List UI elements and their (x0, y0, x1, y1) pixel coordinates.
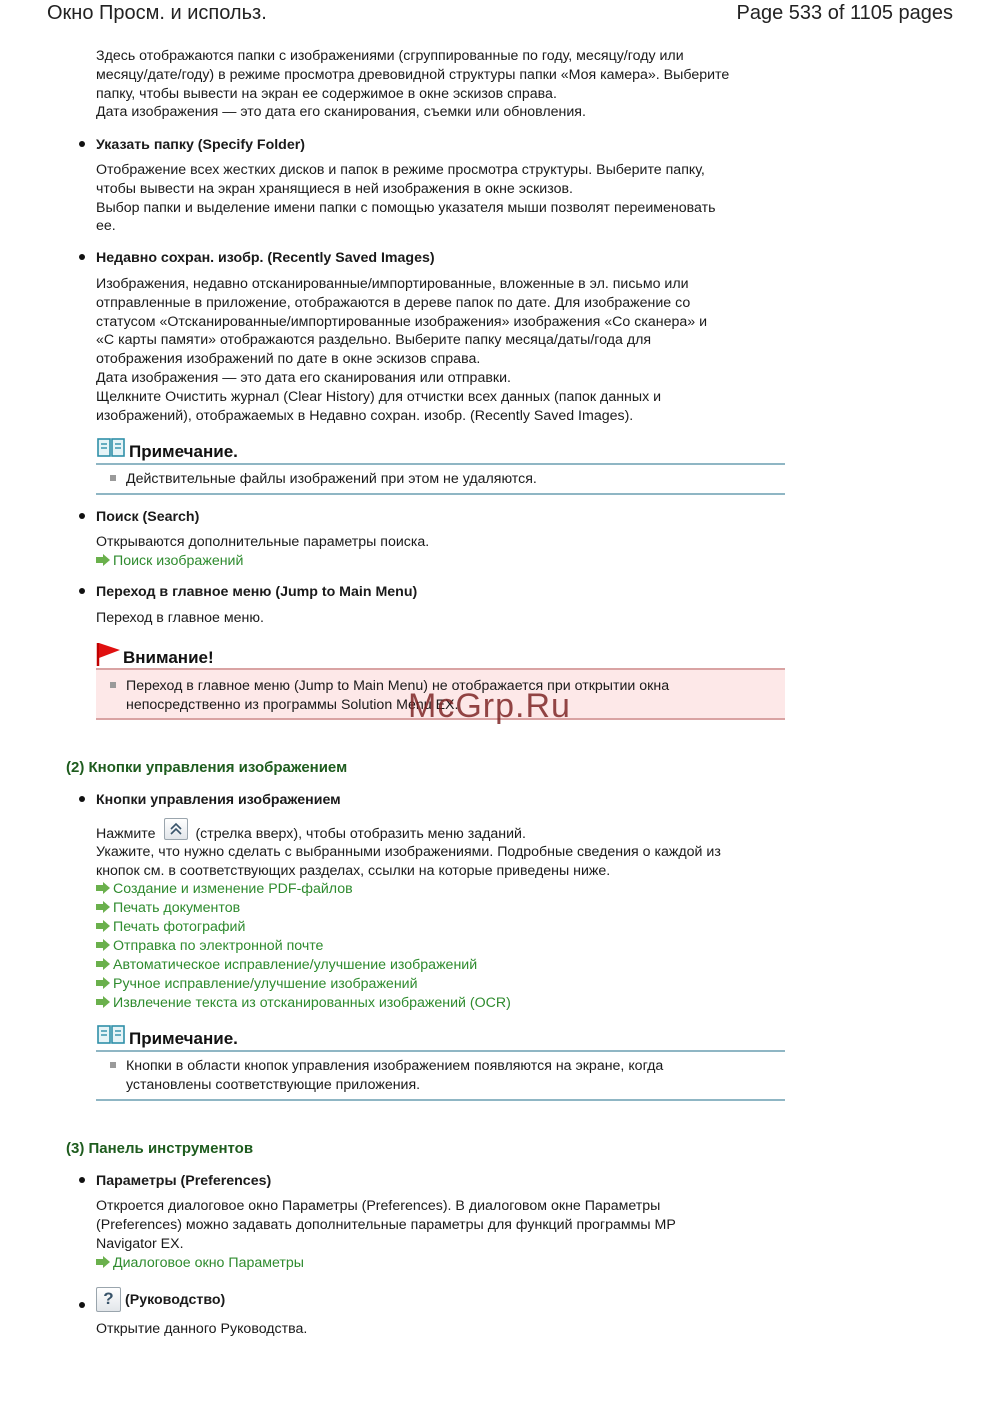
arrow-head (103, 958, 110, 970)
section-heading-image-buttons: (2) Кнопки управления изображением (66, 759, 348, 776)
text-line: Щелкните Очистить журнал (Clear History) для отчистки всех данных (папок данных и (96, 388, 662, 405)
note-book-icon (97, 1025, 125, 1045)
bullet-dot (79, 1302, 85, 1308)
bullet-title: Недавно сохран. изобр. (Recently Saved Images) (96, 250, 435, 266)
link-text: Извлечение текста из отсканированных изображений (OCR) (113, 995, 511, 1011)
arrow-right-icon (96, 999, 103, 1005)
arrow-head (103, 939, 110, 951)
link-text: Печать фотографий (113, 919, 246, 935)
bullet-dot (79, 141, 85, 147)
text-line: Отображение всех жестких дисков и папок в режиме просмотра структуры. Выберите папку, (96, 162, 705, 178)
text-line: папку, чтобы вывести на экран ее содержимое в окне эскизов справа. (96, 85, 557, 102)
note-bullet (110, 475, 116, 481)
text-line: Дата изображения — это дата его сканирования, съемки или обновления. (96, 104, 586, 121)
arrow-right-icon (96, 942, 103, 948)
text-line: отправленные в приложение, отображаются в дереве папок по дате. Для изображение со (96, 294, 691, 311)
note-title: Примечание. (129, 1029, 238, 1048)
note-item (110, 1057, 750, 1095)
link-manual-correct[interactable] (96, 975, 418, 994)
note-divider (96, 1099, 785, 1101)
text-line: кнопок см. в соответствующих разделах, ссылки на которые приведены ниже. (96, 862, 611, 879)
note-item (110, 470, 750, 489)
bullet-jump-main-menu (79, 583, 417, 601)
text-line: статусом «Отсканированные/импортированные изображения» изображения «Со сканера» и (96, 313, 708, 330)
text-line: отображения изображений по дате в окне эскизов справа. (96, 351, 481, 368)
bullet-dot (79, 588, 85, 594)
link-send-email[interactable] (96, 937, 323, 956)
help-text: Открытие данного Руководства. (96, 1321, 308, 1337)
link-text: Автоматическое исправление/улучшение изображений (113, 957, 478, 973)
link-pdf[interactable] (96, 880, 353, 899)
link-search-images[interactable] (96, 552, 243, 571)
arrow-head (103, 977, 110, 989)
arrow-head (103, 882, 110, 894)
note-item-text: установлены соответствующие приложения. (126, 1076, 421, 1093)
bullet-title: Указать папку (Specify Folder) (96, 137, 305, 153)
bullet-dot (79, 1177, 85, 1183)
text-line: изображений), отображаемых в Недавно сохран. изобр. (Recently Saved Images). (96, 407, 634, 424)
bullet-help (79, 1287, 225, 1312)
bullet-title: Переход в главное меню (Jump to Main Menu) (96, 584, 418, 600)
section-heading-toolbar: (3) Панель инструментов (66, 1140, 254, 1157)
link-text: Создание и изменение PDF-файлов (113, 881, 353, 897)
warning-title: Внимание! (123, 648, 214, 667)
link-print-documents[interactable] (96, 899, 240, 918)
bullet-title: Поиск (Search) (96, 509, 200, 525)
text-line: Дата изображения — это дата его сканирования или отправки. (96, 369, 511, 386)
link-text: Ручное исправление/улучшение изображений (113, 976, 418, 992)
arrow-right-icon (96, 885, 103, 891)
link-preferences-dialog[interactable] (96, 1254, 304, 1273)
arrow-head (103, 1256, 110, 1268)
text-line: Укажите, что нужно сделать с выбранными изображениями. Подробные сведения о каждой из (96, 844, 721, 860)
text-line: чтобы вывести на экран хранящиеся в ней изображения в окне эскизов. (96, 180, 573, 197)
bullet-search (79, 508, 199, 526)
bullet-dot (79, 513, 85, 519)
bullet-preferences (79, 1172, 271, 1190)
recent-images-text (96, 275, 776, 425)
preferences-text (96, 1197, 776, 1253)
arrow-right-icon (96, 1259, 103, 1265)
link-auto-correct[interactable] (96, 956, 477, 975)
help-icon[interactable]: ? (96, 1287, 121, 1312)
bullet-title: Параметры (Preferences) (96, 1173, 272, 1189)
note-divider (96, 463, 785, 465)
press-suffix: (стрелка вверх), чтобы отобразить меню заданий. (195, 826, 526, 842)
watermark: McGrp.Ru (408, 687, 571, 725)
link-text: Поиск изображений (113, 553, 244, 569)
text-line: Изображения, недавно отсканированные/импортированные, вложенные в эл. письмо или (96, 276, 689, 292)
text-line: (Preferences) можно задавать дополнительные параметры для функций программы MP (96, 1216, 676, 1233)
arrow-up-icon[interactable] (164, 818, 188, 840)
page-header-title: Окно Просм. и использ. (47, 2, 267, 24)
note-book-icon (97, 438, 125, 458)
intro-text (96, 47, 776, 122)
bullet-dot (79, 796, 85, 802)
bullet-recent-images (79, 249, 435, 267)
arrow-right-icon (96, 980, 103, 986)
arrow-right-icon (96, 923, 103, 929)
arrow-right-icon (96, 961, 103, 967)
link-text: Отправка по электронной почте (113, 938, 324, 954)
note-bullet (110, 682, 116, 688)
arrow-head (103, 901, 110, 913)
bullet-title: Кнопки управления изображением (96, 792, 341, 808)
warning-flag-icon (96, 641, 122, 667)
link-text: Печать документов (113, 900, 241, 916)
press-prefix: Нажмите (96, 826, 156, 842)
section2-text (96, 843, 776, 881)
arrow-right-icon (96, 557, 103, 563)
arrow-head (103, 996, 110, 1008)
bullet-dot (79, 254, 85, 260)
text-line: Здесь отображаются папки с изображениями (сгруппированные по году, месяцу/году или (96, 48, 684, 64)
bullet-image-buttons (79, 791, 341, 809)
arrow-head (103, 554, 110, 566)
specify-folder-text (96, 161, 776, 236)
note-divider (96, 1050, 785, 1052)
text-line: «С карты памяти» отображаются раздельно. Выберите папку месяца/даты/года для (96, 332, 652, 349)
text-line: Navigator EX. (96, 1235, 184, 1252)
jump-text: Переход в главное меню. (96, 610, 264, 626)
arrow-head (103, 920, 110, 932)
warning-text: непосредственно из программы Solution Menu EX. (126, 696, 459, 713)
arrow-right-icon (96, 904, 103, 910)
text-line: Откроется диалоговое окно Параметры (Preferences). В диалоговом окне Параметры (96, 1198, 661, 1214)
text-line: Выбор папки и выделение имени папки с помощью указателя мыши позволят переименовать (96, 199, 716, 216)
note-item-text: Кнопки в области кнопок управления изображением появляются на экране, когда (126, 1058, 664, 1074)
link-print-photos[interactable] (96, 918, 245, 937)
note-divider (96, 493, 785, 495)
search-text: Открываются дополнительные параметры поиска. (96, 534, 430, 550)
note-bullet (110, 1062, 116, 1068)
link-ocr[interactable] (96, 994, 511, 1013)
note-title: Примечание. (129, 442, 238, 461)
text-line: месяцу/дате/году) в режиме просмотра древовидной структуры папки «Моя камера». Выберите (96, 66, 730, 83)
link-text: Диалоговое окно Параметры (113, 1255, 304, 1271)
bullet-specify-folder (79, 136, 305, 154)
text-line: ее. (96, 218, 116, 235)
page-header-page-info: Page 533 of 1105 pages (736, 2, 953, 24)
warning-text: Переход в главное меню (Jump to Main Menu) не отображается при открытии окна (126, 678, 670, 694)
note-item-text: Действительные файлы изображений при этом не удаляются. (126, 471, 537, 487)
bullet-title: (Руководство) (125, 1292, 226, 1308)
